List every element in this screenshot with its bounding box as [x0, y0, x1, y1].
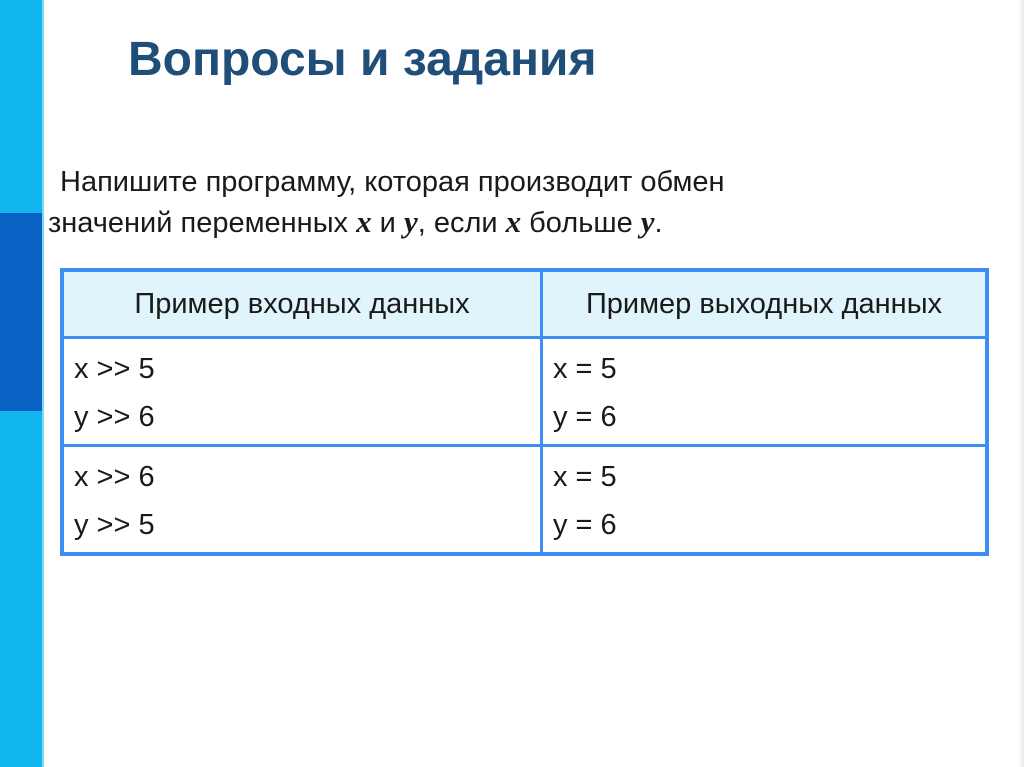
task-text-part: больше — [521, 207, 641, 239]
task-line-2 — [48, 202, 868, 243]
table-header-row — [62, 270, 987, 338]
left-accent-divider — [42, 0, 44, 767]
task-line-1: Напишите программу, которая производит обмен — [60, 166, 725, 198]
output-line: y = 6 — [553, 401, 617, 433]
header-output-examples: Пример выходных данных — [542, 270, 988, 338]
variable-y: y — [403, 204, 418, 239]
task-text-part: и — [371, 207, 404, 239]
input-line: x >> 6 — [74, 461, 155, 493]
left-accent-dark-block — [0, 213, 42, 411]
task-text-part: значений переменных — [48, 207, 357, 239]
task-text-part: , если — [417, 207, 506, 239]
output-cell — [542, 338, 988, 446]
input-line: y >> 5 — [74, 509, 155, 541]
examples-table — [60, 268, 989, 556]
input-cell — [62, 338, 542, 446]
output-line: x = 5 — [553, 461, 617, 493]
task-text-part: . — [654, 207, 663, 239]
slide-title: Вопросы и задания — [128, 33, 597, 86]
variable-x: x — [505, 204, 522, 239]
task-text — [48, 162, 868, 243]
table-row — [62, 338, 987, 446]
output-line: y = 6 — [553, 509, 617, 541]
input-line: y >> 6 — [74, 401, 155, 433]
header-input-examples: Пример входных данных — [62, 270, 542, 338]
input-cell — [62, 446, 542, 555]
input-line: x >> 5 — [74, 353, 155, 385]
variable-y: y — [640, 204, 655, 239]
output-cell — [542, 446, 988, 555]
right-edge-shadow — [1018, 0, 1024, 767]
output-line: x = 5 — [553, 353, 617, 385]
variable-x: x — [356, 204, 372, 239]
table-row — [62, 446, 987, 555]
